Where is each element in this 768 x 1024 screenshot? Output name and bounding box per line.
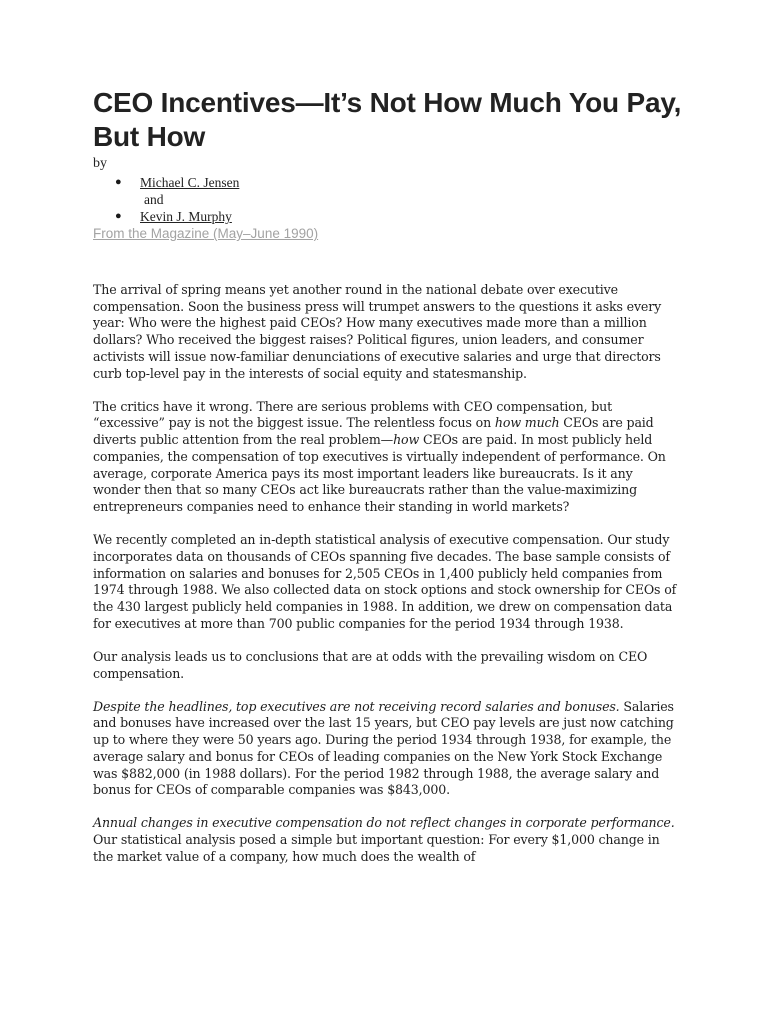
bullet-icon: ● bbox=[115, 210, 122, 222]
author-item bbox=[93, 208, 683, 225]
paragraph-2-text-c: CEOs are paid. In most publicly held companies, the compensation of top executives is virtually independent of performance. On average, corporate America pays its most important leaders like bureaucrats. Is it any wonder then that so many CEOs act like bureaucrats rather than the value-maximizing entrepreneurs companies need to enhance their standing in world markets? bbox=[93, 432, 666, 514]
author-conjunction: and bbox=[144, 192, 164, 207]
paragraph-2-text-b: CEOs are paid diverts public attention from the real problem— bbox=[93, 415, 654, 448]
paragraph-2-text-a: The critics have it wrong. There are serious problems with CEO compensation, but “excessive” pay is not the biggest issue. The relentless focus on bbox=[93, 398, 613, 431]
paragraph-1: The arrival of spring means yet another round in the national debate over executive compensation. Soon the business press will trumpet answers to the questions it asks every year: Who were the highest paid CEOs? How many executives made more than a million dollars? Who received the biggest raises? Political figures, union leaders, and consumer activists will issue now-familiar denunciations of executive salaries and urge that directors curb top-level pay in the interests of social equity and statesmanship. bbox=[93, 282, 662, 381]
paragraph-3: We recently completed an in-depth statistical analysis of executive compensation. Our study incorporates data on thousands of CEOs spanning five decades. The base sample consists of information on salaries and bonuses for 2,505 CEOs in 1,400 publicly held companies from 1974 through 1988. We also collected data on stock options and stock ownership for CEOs of the 430 largest publicly held companies in 1988. In addition, we drew on compensation data for executives at more than 700 public companies for the period 1934 through 1938. bbox=[93, 532, 677, 631]
paragraph-4: Our analysis leads us to conclusions that are at odds with the prevailing wisdom on CEO compensation. bbox=[93, 648, 648, 681]
author-item bbox=[93, 174, 683, 191]
paragraph-2 bbox=[93, 399, 683, 516]
author-list bbox=[93, 174, 683, 225]
paragraph-6-lead: Annual changes in executive compensation do not reflect changes in corporate performance. bbox=[93, 815, 675, 831]
article-body bbox=[93, 282, 683, 866]
magazine-source-link[interactable]: From the Magazine (May–June 1990) bbox=[93, 226, 319, 241]
article-page bbox=[93, 86, 683, 882]
paragraph-2-emphasis-how: how bbox=[393, 432, 420, 448]
paragraph-6-text: Our statistical analysis posed a simple but important question: For every $1,000 change in the market value of a company, how much does the wealth of bbox=[93, 832, 660, 864]
bullet-icon: ● bbox=[115, 176, 122, 188]
article-title: CEO Incentives—It’s Not How Much You Pay, But How bbox=[93, 87, 682, 152]
paragraph-5-text: Salaries and bonuses have increased over the last 15 years, but CEO pay levels are just now catching up to where they were 50 years ago. During the period 1934 through 1938, for example, the average salary and bonus for CEOs of leading companies on the New York Stock Exchange was $882,000 (in 1988 dollars). For the period 1982 through 1988, the average salary and bonus for CEOs of comparable companies was $843,000. bbox=[93, 698, 674, 798]
byline-label: by bbox=[93, 156, 107, 171]
author-link-murphy[interactable]: Kevin J. Murphy bbox=[140, 209, 232, 224]
paragraph-6 bbox=[93, 815, 683, 865]
author-link-jensen[interactable]: Michael C. Jensen bbox=[140, 175, 240, 190]
paragraph-2-emphasis-how-much: how much bbox=[494, 415, 560, 431]
paragraph-5-lead: Despite the headlines, top executives are not receiving record salaries and bonuses. bbox=[93, 698, 620, 714]
paragraph-5 bbox=[93, 699, 683, 799]
